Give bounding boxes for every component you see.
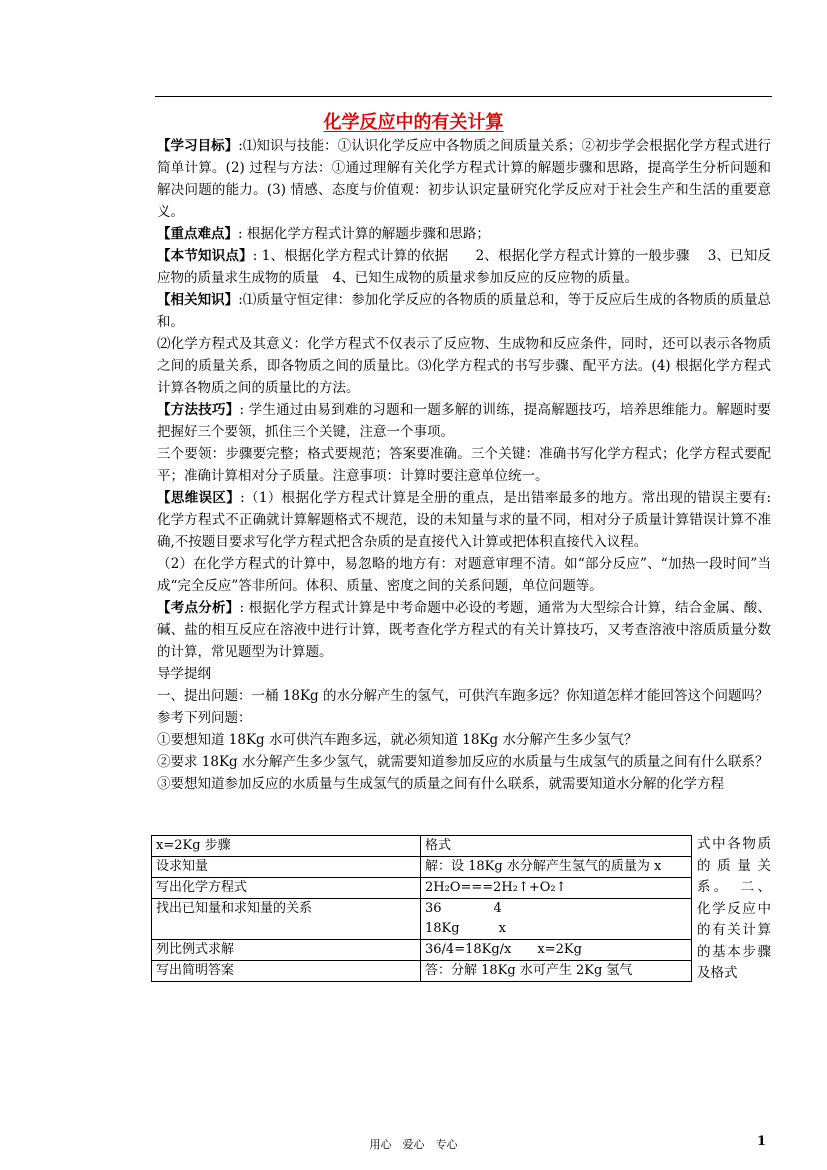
table-cell: 36/4=18Kg/x x=2Kg (421, 940, 692, 961)
paragraph (157, 245, 771, 289)
paragraph (157, 135, 771, 223)
table-cell: 写出简明答案 (152, 961, 421, 982)
table-cell: 解：设 18Kg 水分解产生氢气的质量为 x (421, 857, 692, 878)
paragraph-text: : 1、根据化学方程式计算的依据 2、根据化学方程式计算的一般步骤 3、已知反应物的质量求生成物的质量 4、已知生成物的质量求参加反应的反应物的质量。 (157, 248, 771, 286)
page-number: 1 (757, 1134, 767, 1149)
paragraph-text: 参考下列问题： (157, 710, 252, 726)
side-text: 式中各物质的质量关系。 二、化学反应中的有关计算的基本步骤及格式 (697, 836, 771, 981)
paragraph-text: : 根据化学方程式计算是中考命题中必设的考题，通常为大型综合计算，结合金属、酸、碱、盐的相互反应在溶液中进行计算，既考查化学方程式的有关计算技巧，又考查溶液中溶质质量分数的计算，常见题型为计算题。 (157, 600, 772, 660)
paragraph-text: ⑵化学方程式及其意义：化学方程式不仅表示了反应物、生成物和反应条件，同时，还可以表示各物质之间的质量关系，即各物质之间的质量比。⑶化学方程式的书写步骤、配平方法。(4) 根据化学方程式计算各物质之间的质量比的方法。 (157, 336, 771, 396)
paragraph-text: （2）在化学方程式的计算中，易忽略的地方有：对题意审理不清。如“部分反应”、“加热一段时间”当成“完全反应”答非所问。体积、质量、密度之间的关系问题，单位问题等。 (157, 556, 771, 594)
paragraph-text: ③要想知道参加反应的水质量与生成氢气的质量之间有什么联系，就需要知道水分解的化学方程 (157, 776, 724, 792)
table-cell: 2H₂O===2H₂↑+O₂↑ (421, 878, 692, 899)
paragraph (157, 289, 771, 333)
table-cell: 答：分解 18Kg 水可产生 2Kg 氢气 (421, 961, 692, 982)
table-cell: 写出化学方程式 (152, 878, 421, 899)
table-cell: 列比例式求解 (152, 940, 421, 961)
paragraph (157, 223, 771, 245)
paragraph (157, 597, 771, 663)
table-cell: 格式 (421, 836, 692, 857)
paragraph (157, 399, 771, 443)
table-row (152, 857, 692, 878)
steps-table-wrapper (151, 835, 692, 982)
steps-table (151, 835, 692, 982)
paragraph-text: :⑴知识与技能：①认识化学反应中各物质之间质量关系；②初步学会根据化学方程式进行简单计算。(2) 过程与方法：①通过理解有关化学方程式计算的解题步骤和思路，提高学生分析问题和解决问题的能力。(3) 情感、态度与价值观：初步认识定量研究化学反应对于社会生产和生活的重要意义。 (157, 138, 771, 220)
table-cell: 设求知量 (152, 857, 421, 878)
paragraph-text: 导学提纲 (157, 666, 211, 682)
paragraph (157, 443, 771, 487)
table-row (152, 961, 692, 982)
paragraph-label: 【本节知识点】 (157, 248, 253, 264)
paragraph (157, 707, 771, 729)
paragraph-text: :（1）根据化学方程式计算是全册的重点，是出错率最多的地方。常出现的错误主要有: 化学方程式不正确就计算解题格式不规范，设的未知量与求的量不同，相对分子质量计算错误计算不准确,不按题目要求写化学方程式把含杂质的是直接代入计算或把体积直接代入议程。 (157, 490, 771, 550)
paragraph-text: : 根据化学方程式计算的解题步骤和思路； (238, 226, 490, 242)
table-row (152, 940, 692, 961)
page-footer: 用心 爱心 专心 (369, 1138, 458, 1151)
paragraph-text: 三个要领：步骤要完整；格式要规范；答案要准确。三个关键：准确书写化学方程式；化学方程式要配平；准确计算相对分子质量。注意事项：计算时要注意单位统一。 (157, 446, 771, 484)
paragraph-label: 【思维误区】 (157, 490, 241, 506)
paragraph-label: 【重点难点】 (157, 226, 238, 242)
table-row (152, 878, 692, 899)
paragraph-label: 【相关知识】 (157, 292, 239, 308)
paragraph-text: :⑴质量守恒定律：参加化学反应的各物质的质量总和，等于反应后生成的各物质的质量总和。 (157, 292, 771, 330)
table-row (152, 899, 692, 940)
table-row (152, 836, 692, 857)
paragraph-label: 【方法技巧】 (157, 402, 240, 418)
paragraph-text: ②要求 18Kg 水分解产生多少氢气，就需要知道参加反应的水质量与生成氢气的质量之间有什么联系？ (157, 754, 769, 770)
header-rule (155, 96, 772, 97)
paragraph-label: 【考点分析】 (157, 600, 240, 616)
paragraph (157, 553, 771, 597)
table-cell: x=2Kg 步骤 (152, 836, 421, 857)
paragraph (157, 729, 771, 751)
paragraph (157, 751, 771, 773)
page-title: 化学反应中的有关计算 (323, 112, 504, 133)
table-cell: 找出已知量和求知量的关系 (152, 899, 421, 940)
document-body (157, 135, 771, 795)
table-cell: 36 4 18Kg x (421, 899, 692, 940)
paragraph (157, 487, 771, 553)
paragraph (157, 773, 771, 795)
paragraph (157, 333, 771, 399)
paragraph (157, 663, 771, 685)
paragraph (157, 685, 771, 707)
paragraph-text: 一、提出问题：一桶 18Kg 的水分解产生的氢气，可供汽车跑多远？你知道怎样才能回答这个问题吗？ (157, 688, 769, 704)
paragraph-text: : 学生通过由易到难的习题和一题多解的训练，提高解题技巧，培养思维能力。解题时要把握好三个要领，抓住三个关键，注意一个事项。 (157, 402, 772, 440)
paragraph-label: 【学习目标】 (157, 138, 239, 154)
paragraph-text: ①要想知道 18Kg 水可供汽车跑多远，就必须知道 18Kg 水分解产生多少氢气？ (157, 732, 638, 748)
